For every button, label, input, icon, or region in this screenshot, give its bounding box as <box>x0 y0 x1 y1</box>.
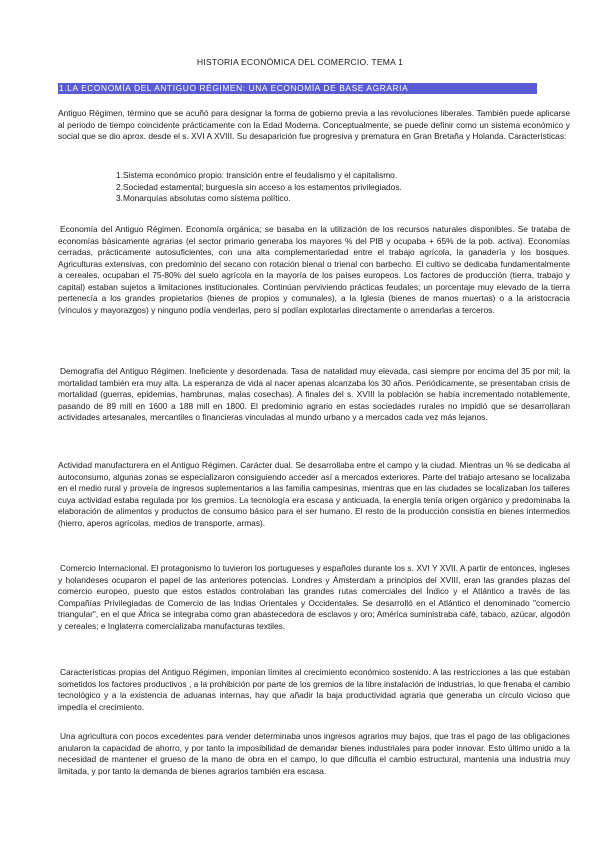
list-item: 1.Sistema económico propio: transición entre el feudalismo y el capitalismo. <box>116 170 398 180</box>
trade-paragraph: Comercio Internacional. El protagonismo lo tuvieron los portugueses y españoles durante los s. XVI Y XVII. A partir de entonces, ingleses y holandeses ocuparon el papel de las anteriores potencias. Londres y Ámsterdam a principios del XVIII, eran las grandes plazas del comercio europeo, puesto que estos estados controlaban las grandes rutas comerciales del Índico y el Atlántico a través de las Compañías Privilegiadas de Comercio de las Indias Orientales y Occidentales. Se desarrolló en el Atlántico el denominado "comercio triangular", en el que África se integraba como gran abastecedora de esclavos y oro; América suministraba café, tabaco, azúcar, algodón y cereales; e Inglaterra comercializaba manufacturas textiles. <box>58 563 570 631</box>
list-item: 2.Sociedad estamental; burguesía sin acceso a los estamentos privilegiados. <box>116 181 402 192</box>
manufacturing-paragraph: Actividad manufacturera en el Antiguo Régimen. Carácter dual. Se desarrollaba entre el campo y la ciudad. Mientras un % se dedicaba al autoconsumo, algunas zonas se especializaron consiguiendo acceder así a mercados exteriores. Parte del trabajo artesano se localizaba en el medio rural y proveía de ingresos suplementarios a las familia campesinas, mientras que en las ciudades se localizaban los talleres cuya actividad estaba regulada por los gremios. La tecnología era escasa y anticuada, la energía tenía origen orgánico y predominaba la elaboración de alimentos y productos de consumo básico para el ser humano. El resto de la producción consistía en bienes intermedios (hierro, aperos agrícolas, medios de transporte, armas). <box>58 460 570 528</box>
list-item: 3.Monarquías absolutas como sistema político. <box>116 193 291 203</box>
economy-paragraph: Economía del Antiguo Régimen. Economía orgánica; se basaba en la utilización de los recursos naturales disponibles. Se trataba de economías básicamente agrarias (el sector primario generaba los mayores % del PIB y ocupaba + 65% de la pob. activa). Economías cerradas, prácticamente autosuficientes, con una alta complementariedad entre el trabajo agrícola, la ganadería y los bosques. Agriculturas extensivas, con predominio del secano con rotación bienal o trienal con barbecho. El cultivo se dedicaba fundamentalmente a cereales, ocupaban el 75-80% del suelo agrícola en la mayoría de los países europeos. Los factores de producción (tierra, trabajo y capital) estaban sujetos a limitaciones institucionales. Continúan perviviendo prácticas feudales; un porcentaje muy elevado de la tierra pertenecía a los grandes propietarios (bienes de propios y comunales), a la Iglesia (bienes de manos muertas) o a la aristocracia (vínculos y mayorazgos) y ninguno podía venderlas, pero sí podían explotarlas directamente o arrendarlas a terceros. <box>58 224 570 315</box>
characteristics-list <box>116 170 536 205</box>
limits-paragraph: Características propias del Antiguo Régimen, imponían límites al crecimiento económico sostenido. A las restricciones a las que estaban sometidos los factores productivos , a la prohibición por parte de los gremios de la libre instalación de industrias, lo que frenaba el cambio tecnológico y a la existencia de aduanas internas, hay que añadir la baja productividad agraria que generaba un círculo vicioso que impedía el crecimiento. <box>58 667 570 712</box>
demography-paragraph: Demografía del Antiguo Régimen. Ineficiente y desordenada. Tasa de natalidad muy elevada, casi siempre por encima del 35 por mil; la mortalidad también era muy alta. La esperanza de vida al nacer apenas alcanzaba los 30 años. Periódicamente, se presentaban crisis de mortalidad (guerras, epidemias, hambrunas, malas cosechas). A finales del s. XVIII la población se había incrementado notablemente, pasando de 89 mill en 1600 a 188 mill en 1800. El predominio agrario en estas sociedades rurales no impidió que se desarrollaran actividades artesanales, mercantiles o financieras vinculadas al mundo urbano y a mercados cada vez más lejanos. <box>58 366 570 422</box>
section-heading: 1.LA ECONOMÍA DEL ANTIGUO RÉGIMEN: UNA ECONOMÍA DE BASE AGRARIA <box>58 83 537 94</box>
document-title: HISTORIA ECONÓMICA DEL COMERCIO. TEMA 1 <box>196 57 404 67</box>
agriculture-paragraph: Una agricultura con pocos excedentes para vender determinaba unos ingresos agrarios muy bajos, que tras el pago de las obligaciones anularon la capacidad de ahorro, y por tanto la imposibilidad de demandar bienes industriales para poder innovar. Esto último unido a la necesidad de mantener el grueso de la mano de obra en el campo, lo que dificulta el cambio estructural, mantenía una industria muy limitada, y por tanto la demanda de bienes agrarios también era escasa. <box>58 731 570 776</box>
intro-paragraph: Antiguo Régimen, término que se acuñó para designar la forma de gobierno previa a las revoluciones liberales. También puede aplicarse al periodo de tiempo coincidente prácticamente con la Edad Moderna. Conceptualmente, se puede definir como un sistema económico y social que se dio aprox. desde el s. XVI A XVIII. Su desaparición fue progresiva y prematura en Gran Bretaña y Holanda. Características: <box>58 108 570 141</box>
